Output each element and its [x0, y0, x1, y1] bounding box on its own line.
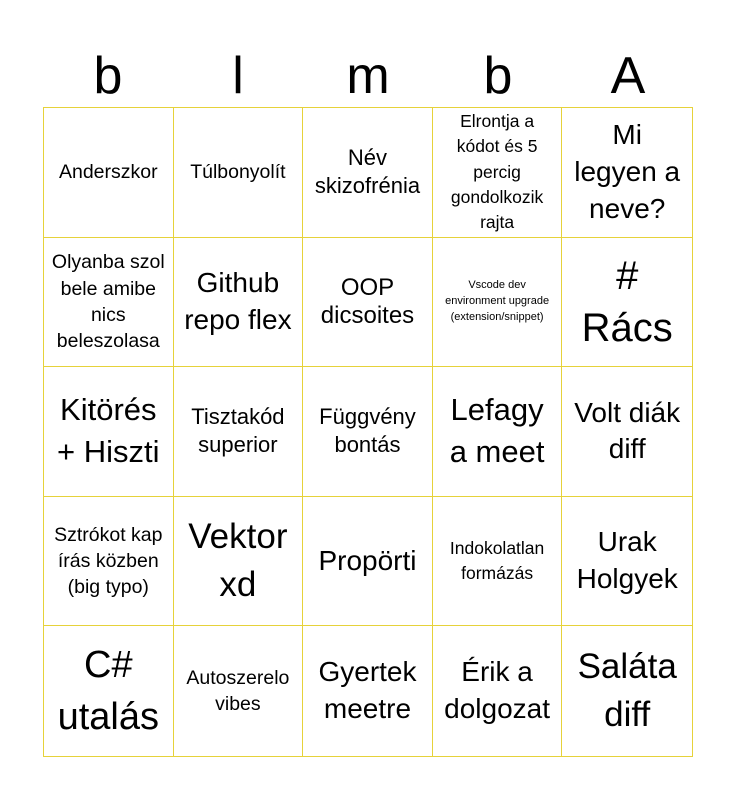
- cell-text: Sztrókot kap írás közben (big typo): [54, 523, 163, 599]
- cell-text: Függvény bontás: [319, 403, 416, 458]
- header-letter-4: b: [483, 47, 513, 105]
- bingo-cell[interactable]: [433, 497, 563, 627]
- cell-text: Tisztakód superior: [191, 403, 285, 458]
- bingo-cell[interactable]: [433, 367, 563, 497]
- cell-text: Érik a dolgozat: [444, 656, 551, 725]
- header-letter-2: l: [232, 47, 244, 105]
- cell-text: OOP dicsoites: [320, 273, 415, 329]
- bingo-cell[interactable]: [562, 238, 692, 368]
- cell-text: Vektor xd: [188, 516, 288, 605]
- bingo-cell[interactable]: [303, 238, 433, 368]
- bingo-cell[interactable]: [562, 626, 692, 756]
- cell-text: C# utalás: [57, 643, 159, 739]
- bingo-cell[interactable]: [44, 367, 174, 497]
- bingo-cell[interactable]: [44, 497, 174, 627]
- bingo-cell[interactable]: [562, 367, 692, 497]
- bingo-cell[interactable]: [44, 108, 174, 238]
- cell-text: Autoszerelo vibes: [186, 666, 290, 716]
- cell-text: Olyanba szol bele amibe nics beleszolasa: [51, 251, 165, 353]
- bingo-cell[interactable]: [303, 626, 433, 756]
- bingo-cell[interactable]: [174, 367, 304, 497]
- cell-text: Kitörés + Hiszti: [57, 391, 160, 470]
- bingo-cell[interactable]: [174, 626, 304, 756]
- bingo-cell[interactable]: [303, 108, 433, 238]
- bingo-cell[interactable]: [433, 626, 563, 756]
- cell-text: Anderszkor: [58, 161, 158, 184]
- cell-text: Gyertek meetre: [318, 656, 417, 725]
- header-letter-3: m: [346, 47, 390, 105]
- bingo-board: [43, 107, 693, 757]
- cell-text: Propörti: [318, 544, 417, 576]
- cell-text: Név skizofrénia: [314, 144, 421, 199]
- cell-text: Indokolatlan formázás: [449, 537, 545, 584]
- bingo-cell[interactable]: [303, 497, 433, 627]
- bingo-cell[interactable]: [433, 238, 563, 368]
- cell-text: Mi legyen a neve?: [574, 118, 681, 224]
- header-letter-1: b: [93, 47, 123, 105]
- cell-text: Vscode dev environment upgrade (extension/snippet): [445, 278, 550, 323]
- bingo-cell[interactable]: [174, 238, 304, 368]
- bingo-cell[interactable]: [174, 497, 304, 627]
- bingo-cell[interactable]: [44, 238, 174, 368]
- bingo-header: [43, 45, 693, 107]
- cell-text: Túlbonyolít: [190, 161, 286, 184]
- cell-text: Urak Holgyek: [576, 526, 678, 595]
- cell-text: Lefagy a meet: [449, 391, 545, 470]
- header-letter-5: A: [610, 47, 646, 105]
- bingo-cell[interactable]: [303, 367, 433, 497]
- cell-text: Github repo flex: [184, 266, 292, 335]
- cell-text: Elrontja a kódot és 5 percig gondolkozik rajta: [450, 110, 544, 233]
- bingo-cell[interactable]: [174, 108, 304, 238]
- cell-text: # Rács: [581, 253, 673, 350]
- cell-text: Volt diák diff: [574, 396, 681, 465]
- cell-text: Saláta diff: [577, 646, 677, 735]
- bingo-cell[interactable]: [562, 108, 692, 238]
- bingo-cell[interactable]: [44, 626, 174, 756]
- bingo-cell[interactable]: [433, 108, 563, 238]
- bingo-cell[interactable]: [562, 497, 692, 627]
